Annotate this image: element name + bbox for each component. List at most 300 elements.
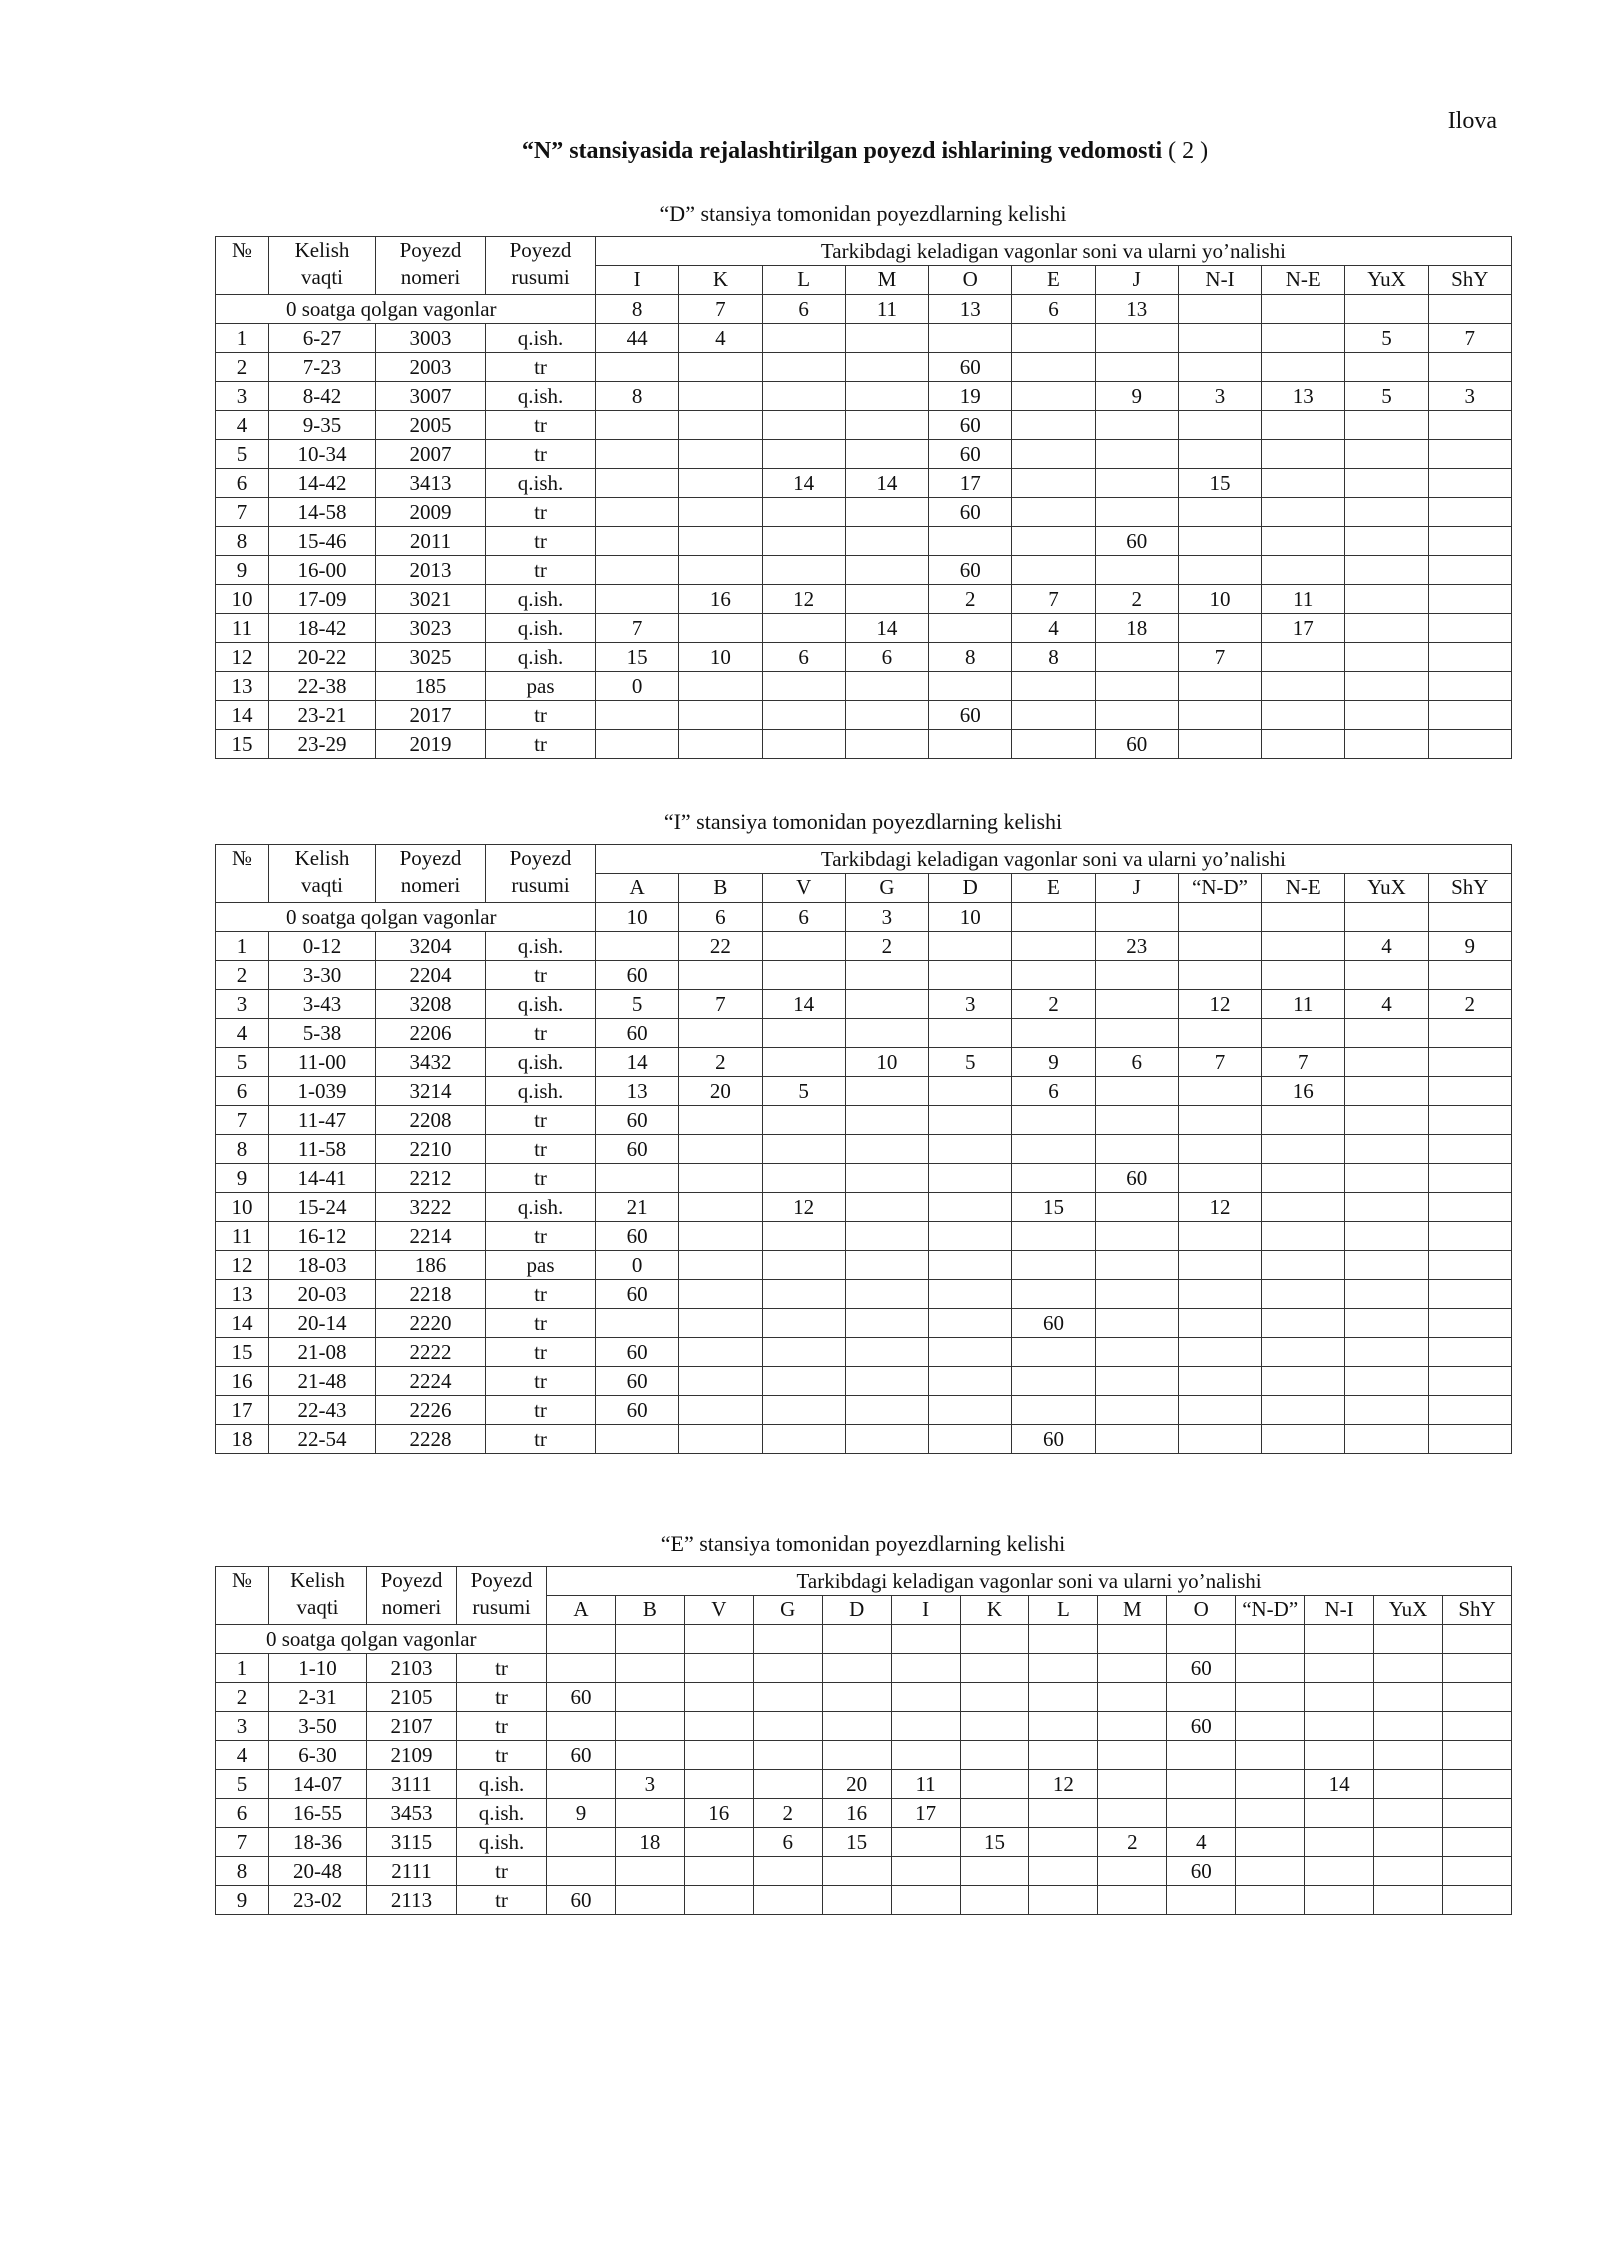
table-cell [1012, 1338, 1095, 1367]
table-row [216, 585, 1512, 614]
table-cell [1236, 1886, 1305, 1915]
table-cell: tr [486, 961, 596, 990]
table-cell [1442, 1654, 1511, 1683]
table-cell [596, 440, 679, 469]
table-row [216, 1135, 1512, 1164]
table-cell [960, 1712, 1029, 1741]
table-cell: 60 [929, 498, 1012, 527]
table-row [216, 1799, 1512, 1828]
table-cell [1262, 1425, 1345, 1454]
table-cell [1012, 1396, 1095, 1425]
table-cell: 10 [216, 1193, 269, 1222]
table-cell [1345, 961, 1428, 990]
section-i-station [215, 808, 1511, 1454]
table-cell [762, 961, 845, 990]
table-cell [960, 1857, 1029, 1886]
col-header-arrival-time: Kelish vaqti [269, 845, 376, 903]
table-cell: tr [486, 1338, 596, 1367]
table-cell: 11 [891, 1770, 960, 1799]
table-row [216, 1367, 1512, 1396]
table-cell: 0-12 [269, 932, 376, 961]
table-cell: 7-23 [269, 353, 376, 382]
direction-header: A [547, 1596, 616, 1625]
table-cell [1098, 1741, 1167, 1770]
table-cell: tr [486, 1164, 596, 1193]
direction-header: N-I [1178, 266, 1261, 295]
schedule-table [215, 1566, 1512, 1915]
remaining-wagons-cell [1178, 903, 1261, 932]
remaining-wagons-cell [1098, 1625, 1167, 1654]
table-cell [1095, 990, 1178, 1019]
table-cell [1029, 1857, 1098, 1886]
table-cell [1095, 469, 1178, 498]
table-cell [1262, 701, 1345, 730]
table-row [216, 990, 1512, 1019]
table-cell [960, 1770, 1029, 1799]
table-cell [596, 701, 679, 730]
table-cell [929, 1019, 1012, 1048]
table-cell: 15 [1012, 1193, 1095, 1222]
remaining-wagons-label: 0 soatga qolgan vagonlar [216, 1625, 547, 1654]
table-cell: 60 [596, 961, 679, 990]
table-cell: 23-29 [269, 730, 376, 759]
table-cell: 11-58 [269, 1135, 376, 1164]
table-cell: 11 [216, 614, 269, 643]
table-cell: 8 [1012, 643, 1095, 672]
table-cell [1178, 1164, 1261, 1193]
table-cell [1098, 1654, 1167, 1683]
table-cell: 1-10 [269, 1654, 367, 1683]
table-cell [845, 1106, 928, 1135]
table-cell: 6 [216, 469, 269, 498]
table-cell: 3-30 [269, 961, 376, 990]
table-cell: 7 [1012, 585, 1095, 614]
table-cell [1178, 1251, 1261, 1280]
direction-header: J [1095, 266, 1178, 295]
remaining-wagons-cell: 6 [1012, 295, 1095, 324]
table-cell [762, 440, 845, 469]
direction-header: YuX [1345, 874, 1428, 903]
table-cell [1012, 324, 1095, 353]
table-cell [679, 1019, 762, 1048]
appendix-label: Ilova [1447, 108, 1497, 134]
table-cell: 5 [1345, 324, 1428, 353]
col-header-arrival-time: Kelish vaqti [269, 237, 376, 295]
table-cell [1345, 1048, 1428, 1077]
table-cell: 5 [762, 1077, 845, 1106]
table-cell: tr [486, 411, 596, 440]
direction-header: D [929, 874, 1012, 903]
table-cell [762, 556, 845, 585]
table-cell: 3214 [376, 1077, 486, 1106]
direction-header: A [596, 874, 679, 903]
table-cell [679, 1106, 762, 1135]
table-cell: 2017 [376, 701, 486, 730]
table-cell: 186 [376, 1251, 486, 1280]
table-cell [1095, 1396, 1178, 1425]
table-cell [762, 324, 845, 353]
document-title-main: “N” stansiyasida rejalashtirilgan poyezd ishlarining vedomosti [521, 138, 1163, 164]
table-cell: q.ish. [486, 1077, 596, 1106]
direction-header: ShY [1442, 1596, 1511, 1625]
direction-header: V [684, 1596, 753, 1625]
table-cell [1442, 1799, 1511, 1828]
table-cell: q.ish. [486, 469, 596, 498]
direction-header: “N-D” [1236, 1596, 1305, 1625]
table-row [216, 701, 1512, 730]
direction-header: L [762, 266, 845, 295]
table-row [216, 1425, 1512, 1454]
table-cell [1428, 701, 1511, 730]
direction-header: J [1095, 874, 1178, 903]
table-cell: 12 [1178, 1193, 1261, 1222]
table-cell: 60 [1167, 1712, 1236, 1741]
table-cell [1374, 1857, 1443, 1886]
table-cell: tr [486, 1309, 596, 1338]
table-cell [1442, 1683, 1511, 1712]
table-cell: pas [486, 672, 596, 701]
table-cell: q.ish. [486, 614, 596, 643]
table-cell [1305, 1857, 1374, 1886]
table-cell [1345, 1425, 1428, 1454]
table-cell: 11 [1262, 585, 1345, 614]
table-cell: 3025 [376, 643, 486, 672]
direction-header: N-E [1262, 874, 1345, 903]
table-cell: 16-55 [269, 1799, 367, 1828]
table-cell [1305, 1828, 1374, 1857]
table-cell: 6 [762, 643, 845, 672]
table-cell: 2226 [376, 1396, 486, 1425]
table-cell [679, 527, 762, 556]
table-cell: 2228 [376, 1425, 486, 1454]
header-row [216, 845, 1512, 874]
table-cell [845, 353, 928, 382]
table-row [216, 1741, 1512, 1770]
table-cell [845, 1425, 928, 1454]
header-row [216, 237, 1512, 266]
table-cell: 2109 [367, 1741, 457, 1770]
table-cell [1262, 1367, 1345, 1396]
remaining-wagons-cell [1428, 903, 1511, 932]
table-cell: 11-47 [269, 1106, 376, 1135]
remaining-wagons-cell: 11 [845, 295, 928, 324]
table-cell: 14 [762, 469, 845, 498]
table-cell [679, 1367, 762, 1396]
direction-header: N-I [1305, 1596, 1374, 1625]
table-cell [1345, 643, 1428, 672]
table-cell [1029, 1741, 1098, 1770]
table-cell [1095, 1135, 1178, 1164]
table-cell [822, 1683, 891, 1712]
table-cell: 16-00 [269, 556, 376, 585]
table-cell: q.ish. [486, 382, 596, 411]
table-cell: 6-30 [269, 1741, 367, 1770]
table-cell [762, 1338, 845, 1367]
table-cell: 60 [596, 1338, 679, 1367]
table-cell [1012, 1367, 1095, 1396]
table-cell: 60 [596, 1019, 679, 1048]
direction-header: “N-D” [1178, 874, 1261, 903]
table-cell [679, 1222, 762, 1251]
table-cell [1236, 1828, 1305, 1857]
table-cell: 4 [1345, 990, 1428, 1019]
table-cell [547, 1770, 616, 1799]
table-cell: tr [486, 701, 596, 730]
table-cell [1178, 353, 1261, 382]
table-cell: 2105 [367, 1683, 457, 1712]
remaining-wagons-row [216, 1625, 1512, 1654]
table-cell [1305, 1741, 1374, 1770]
table-cell [684, 1857, 753, 1886]
table-cell [1262, 324, 1345, 353]
table-cell: 2 [216, 1683, 269, 1712]
table-cell [845, 498, 928, 527]
table-cell [1262, 1135, 1345, 1164]
table-cell [1345, 1338, 1428, 1367]
table-cell: 10 [1178, 585, 1261, 614]
table-cell: 19 [929, 382, 1012, 411]
table-cell [1178, 1367, 1261, 1396]
table-cell: 2 [753, 1799, 822, 1828]
table-cell: 3111 [367, 1770, 457, 1799]
table-cell [679, 672, 762, 701]
table-cell: 11 [216, 1222, 269, 1251]
table-cell: 17 [1262, 614, 1345, 643]
table-cell: 4 [216, 1019, 269, 1048]
table-cell: q.ish. [457, 1770, 547, 1799]
table-cell: tr [457, 1857, 547, 1886]
table-cell [1345, 1019, 1428, 1048]
table-cell [762, 527, 845, 556]
table-cell: 60 [547, 1683, 616, 1712]
table-cell: 7 [1178, 1048, 1261, 1077]
col-header-train-type: Poyezd rusumi [486, 237, 596, 295]
table-row [216, 1886, 1512, 1915]
table-cell [762, 932, 845, 961]
table-cell [1345, 1309, 1428, 1338]
table-cell: tr [486, 556, 596, 585]
table-cell [1262, 440, 1345, 469]
table-cell: 60 [596, 1135, 679, 1164]
table-cell: 5 [216, 1770, 269, 1799]
table-cell: 3023 [376, 614, 486, 643]
table-cell: tr [486, 1019, 596, 1048]
table-cell [845, 1019, 928, 1048]
direction-header: G [845, 874, 928, 903]
table-cell [929, 324, 1012, 353]
table-cell [679, 469, 762, 498]
table-cell: 7 [1428, 324, 1511, 353]
table-cell: 13 [596, 1077, 679, 1106]
table-cell: 60 [596, 1367, 679, 1396]
table-cell [929, 1280, 1012, 1309]
table-cell [1095, 353, 1178, 382]
table-cell [929, 1338, 1012, 1367]
table-cell: 2220 [376, 1309, 486, 1338]
table-cell [1098, 1857, 1167, 1886]
table-cell: 16-12 [269, 1222, 376, 1251]
remaining-wagons-cell [822, 1625, 891, 1654]
table-cell [1236, 1712, 1305, 1741]
table-cell [1178, 440, 1261, 469]
table-cell [1012, 527, 1095, 556]
table-cell: 3007 [376, 382, 486, 411]
table-cell [1029, 1799, 1098, 1828]
table-cell: 60 [596, 1396, 679, 1425]
table-cell [1262, 411, 1345, 440]
table-cell: 12 [216, 1251, 269, 1280]
direction-header: B [679, 874, 762, 903]
table-cell [1178, 932, 1261, 961]
table-cell: pas [486, 1251, 596, 1280]
table-cell [1178, 961, 1261, 990]
table-cell [960, 1799, 1029, 1828]
table-cell [1345, 701, 1428, 730]
table-cell [1236, 1741, 1305, 1770]
table-cell [762, 498, 845, 527]
table-cell [845, 527, 928, 556]
table-cell [1428, 1222, 1511, 1251]
table-cell: 1-039 [269, 1077, 376, 1106]
table-cell [1095, 1106, 1178, 1135]
table-cell [1012, 440, 1095, 469]
table-cell [845, 1338, 928, 1367]
table-cell: 2107 [367, 1712, 457, 1741]
table-cell [1236, 1799, 1305, 1828]
table-cell: 3208 [376, 990, 486, 1019]
table-cell: tr [486, 527, 596, 556]
remaining-wagons-cell [1236, 1625, 1305, 1654]
direction-header: M [845, 266, 928, 295]
table-cell [845, 1077, 928, 1106]
table-row [216, 498, 1512, 527]
table-cell [1178, 1280, 1261, 1309]
table-cell: 14 [216, 1309, 269, 1338]
table-row [216, 1338, 1512, 1367]
table-cell [762, 1164, 845, 1193]
table-row [216, 1654, 1512, 1683]
table-cell [891, 1857, 960, 1886]
table-cell: 2003 [376, 353, 486, 382]
table-cell [679, 382, 762, 411]
table-cell [891, 1683, 960, 1712]
table-cell: 3 [216, 1712, 269, 1741]
table-cell [762, 614, 845, 643]
table-cell: tr [486, 440, 596, 469]
table-cell [845, 730, 928, 759]
table-cell [929, 1425, 1012, 1454]
col-header-train-number: Poyezd nomeri [367, 1567, 457, 1625]
table-cell [1095, 643, 1178, 672]
table-cell [1428, 1193, 1511, 1222]
table-cell [1167, 1741, 1236, 1770]
table-cell [753, 1857, 822, 1886]
table-cell [1262, 961, 1345, 990]
table-cell [1178, 498, 1261, 527]
table-cell [1262, 932, 1345, 961]
table-row [216, 1048, 1512, 1077]
remaining-wagons-cell: 13 [1095, 295, 1178, 324]
table-cell: 2007 [376, 440, 486, 469]
table-cell [762, 411, 845, 440]
table-cell: 1 [216, 1654, 269, 1683]
table-cell: q.ish. [486, 990, 596, 1019]
table-cell [1262, 353, 1345, 382]
table-cell: 9 [216, 1886, 269, 1915]
table-cell [596, 1309, 679, 1338]
table-cell [1305, 1654, 1374, 1683]
table-cell: 4 [1167, 1828, 1236, 1857]
table-cell: 14-42 [269, 469, 376, 498]
table-cell: 5-38 [269, 1019, 376, 1048]
table-cell [596, 353, 679, 382]
table-cell: 3453 [367, 1799, 457, 1828]
remaining-wagons-cell [547, 1625, 616, 1654]
table-cell: 8 [216, 1857, 269, 1886]
table-cell: 13 [216, 1280, 269, 1309]
remaining-wagons-label: 0 soatga qolgan vagonlar [216, 903, 596, 932]
table-cell [1428, 1135, 1511, 1164]
section-title: “E” stansiya tomonidan poyezdlarning kelishi [660, 1531, 1066, 1556]
table-cell [929, 730, 1012, 759]
table-cell [1095, 1367, 1178, 1396]
table-cell: 17 [929, 469, 1012, 498]
table-row [216, 1077, 1512, 1106]
table-cell: 22-54 [269, 1425, 376, 1454]
table-cell: 4 [679, 324, 762, 353]
table-cell: 14 [762, 990, 845, 1019]
table-cell [960, 1654, 1029, 1683]
table-cell [929, 672, 1012, 701]
table-cell [1428, 1077, 1511, 1106]
table-cell: 3413 [376, 469, 486, 498]
table-cell: tr [486, 1367, 596, 1396]
table-cell [596, 469, 679, 498]
table-cell: 17 [891, 1799, 960, 1828]
table-cell: 8 [929, 643, 1012, 672]
table-cell: 0 [596, 672, 679, 701]
table-cell [1345, 585, 1428, 614]
table-cell: tr [486, 1135, 596, 1164]
table-cell [1098, 1683, 1167, 1712]
table-cell [929, 1164, 1012, 1193]
table-cell [762, 672, 845, 701]
table-cell [1012, 411, 1095, 440]
table-cell: 10 [216, 585, 269, 614]
table-row [216, 730, 1512, 759]
table-cell: 11-00 [269, 1048, 376, 1077]
direction-header: L [1029, 1596, 1098, 1625]
table-cell [1262, 1280, 1345, 1309]
table-cell [1345, 556, 1428, 585]
table-cell [615, 1799, 684, 1828]
direction-header: I [596, 266, 679, 295]
table-cell [929, 1309, 1012, 1338]
table-cell: tr [486, 353, 596, 382]
table-cell: 2 [1098, 1828, 1167, 1857]
table-cell: 20-14 [269, 1309, 376, 1338]
table-cell: q.ish. [486, 585, 596, 614]
col-header-number: № [216, 845, 269, 903]
table-cell [845, 585, 928, 614]
table-cell [679, 1425, 762, 1454]
table-cell [1095, 498, 1178, 527]
remaining-wagons-cell [1305, 1625, 1374, 1654]
table-cell [929, 1222, 1012, 1251]
table-cell [1345, 1135, 1428, 1164]
remaining-wagons-cell: 6 [679, 903, 762, 932]
table-cell: 22-43 [269, 1396, 376, 1425]
